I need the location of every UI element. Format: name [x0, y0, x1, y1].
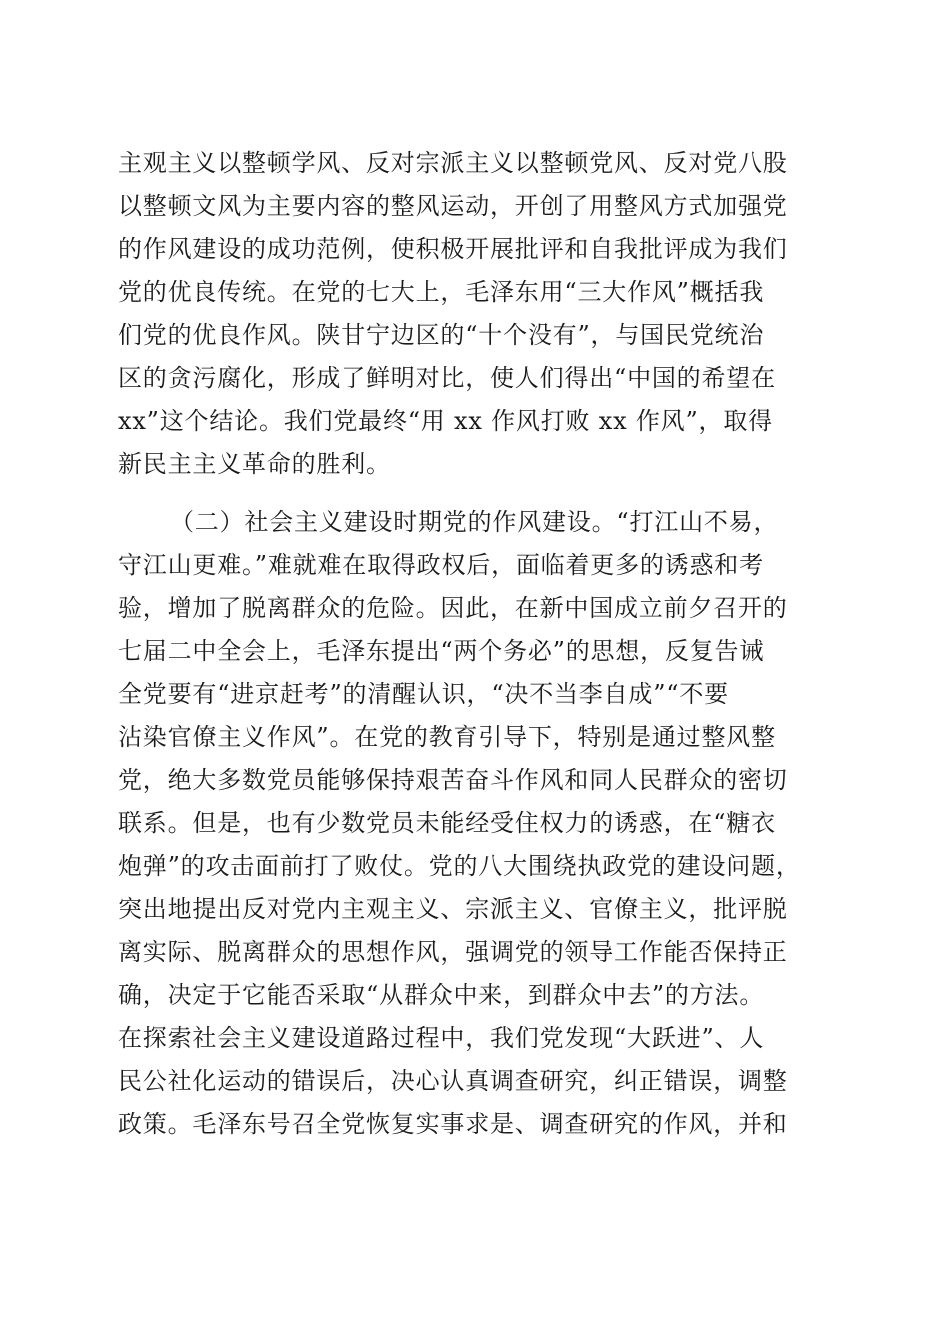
paragraph-1-line: 区的贪污腐化，形成了鲜明对比，使人们得出“中国的希望在: [118, 364, 776, 392]
paragraph-2-line: 联系。但是，也有少数党员未能经受住权力的诱惑，在“糖衣: [118, 809, 776, 837]
paragraph-2-line: 离实际、脱离群众的思想作风，强调党的领导工作能否保持正: [118, 938, 788, 966]
paragraph-1-line: 的作风建设的成功范例，使积极开展批评和自我批评成为我们: [118, 235, 788, 263]
paragraph-2-line: 突出地提出反对党内主观主义、宗派主义、官僚主义，批评脱: [118, 895, 788, 923]
paragraph-2-line: 确，决定于它能否采取“从群众中来，到群众中去”的方法。: [118, 981, 765, 1009]
paragraph-1-line: 主观主义以整顿学风、反对宗派主义以整顿党风、反对党八股: [118, 149, 788, 177]
paragraph-2-line: 验，增加了脱离群众的危险。因此，在新中国成立前夕召开的: [118, 594, 788, 622]
paragraph-1-line: 们党的优良作风。陕甘宁边区的“十个没有”，与国民党统治: [118, 321, 765, 349]
paragraph-2-line: 党，绝大多数党员能够保持艰苦奋斗作风和同人民群众的密切: [118, 766, 788, 794]
paragraph-2-line: 民公社化运动的错误后，决心认真调查研究，纠正错误，调整: [118, 1067, 788, 1095]
paragraph-2-line: 全党要有“进京赶考”的清醒认识，“决不当李自成”“不要: [118, 680, 729, 708]
paragraph-2-line: 政策。毛泽东号召全党恢复实事求是、调查研究的作风，并和: [118, 1110, 788, 1138]
paragraph-2-line: 炮弹”的攻击面前打了败仗。党的八大围绕执政党的建设问题，: [118, 852, 801, 880]
paragraph-1-line: 新民主主义革命的胜利。: [118, 450, 391, 478]
paragraph-2-heading-line: （二）社会主义建设时期党的作风建设。“打江山不易，: [170, 508, 779, 536]
paragraph-1-line: 党的优良传统。在党的七大上，毛泽东用“三大作风”概括我: [118, 278, 765, 306]
paragraph-1-line: 以整顿文风为主要内容的整风运动，开创了用整风方式加强党: [118, 192, 788, 220]
paragraph-2-line: 在探索社会主义建设道路过程中，我们党发现“大跃进”、人: [118, 1024, 765, 1052]
paragraph-1-line: xx”这个结论。我们党最终“用 xx 作风打败 xx 作风”，取得: [118, 407, 773, 435]
paragraph-2-line: 沾染官僚主义作风”。在党的教育引导下，特别是通过整风整: [118, 723, 776, 751]
paragraph-2-line: 守江山更难。”难就难在取得政权后，面临着更多的诱惑和考: [118, 551, 764, 579]
paragraph-2-line: 七届二中全会上，毛泽东提出“两个务必”的思想，反复告诫: [118, 637, 765, 665]
